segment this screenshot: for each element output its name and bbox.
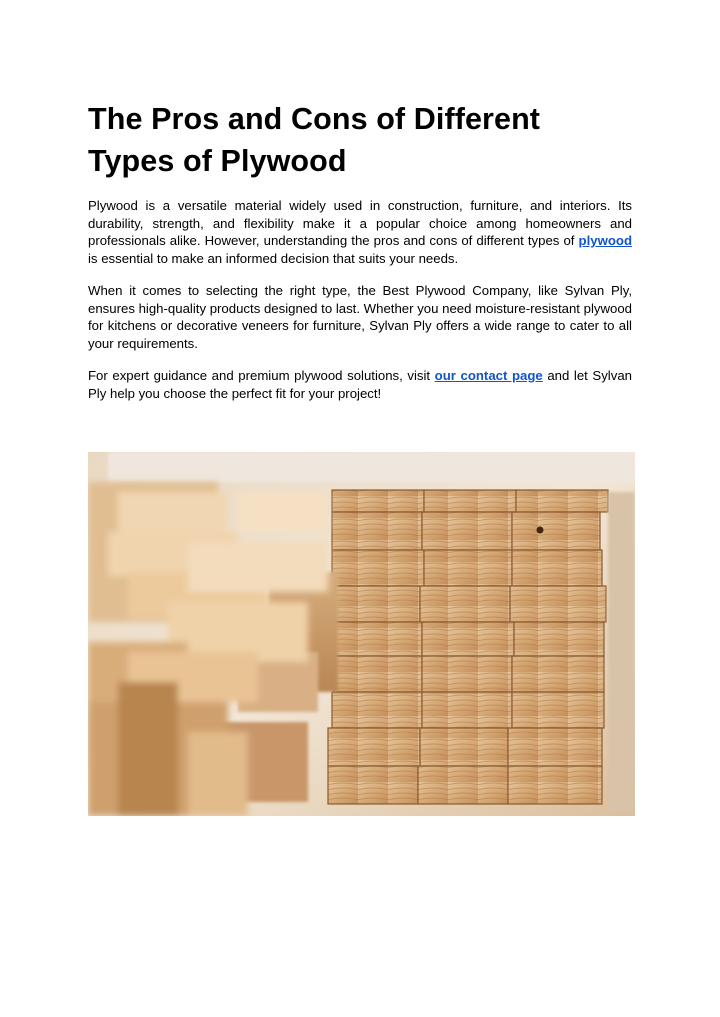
- stacked-lumber-photo: [88, 452, 635, 816]
- intro-paragraph: [88, 197, 632, 267]
- contact-paragraph: [88, 367, 632, 402]
- lumber-illustration: [88, 452, 635, 816]
- intro-text-start: Plywood is a versatile material widely used in construction, furniture, and interiors. Its durability, strength, and flexibility make it a popular choice among homeowners and professionals alike. However, understanding the pros and cons of different types of: [88, 198, 632, 249]
- page-title: The Pros and Cons of Different Types of Plywood: [88, 102, 541, 178]
- company-paragraph: When it comes to selecting the right type, the Best Plywood Company, like Sylvan Ply, ensures high-quality products designed to last. Whether you need moisture-resistant plywood for kitchens or decorative veneers for furniture, Sylvan Ply offers a wide range to cater to all your requirements.: [88, 283, 632, 351]
- intro-text-end: is essential to make an informed decision that suits your needs.: [88, 250, 459, 266]
- plywood-link[interactable]: plywood: [578, 233, 632, 249]
- sharp-stack: [328, 490, 635, 812]
- contact-page-link[interactable]: our contact page: [434, 368, 543, 383]
- contact-text-end: and let Sylvan Ply help you choose the perfect fit for your project!: [88, 368, 632, 401]
- top-shelf: [108, 452, 635, 482]
- contact-text-start: For expert guidance and premium plywood solutions, visit: [88, 368, 435, 383]
